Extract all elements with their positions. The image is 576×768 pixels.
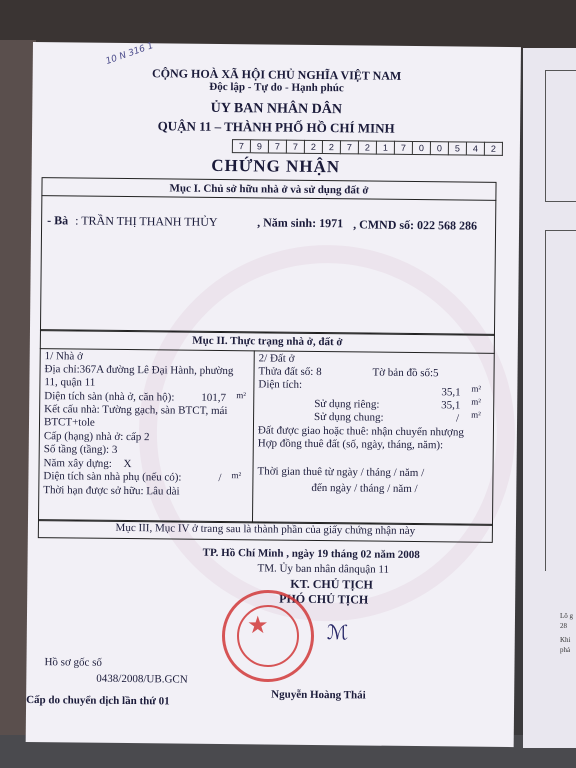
plot-number: Thửa đất số: 8 — [258, 365, 322, 379]
code-digit: 0 — [431, 141, 449, 155]
adjacent-page-text-2: 28 — [560, 622, 567, 630]
aux-area-label: Diện tích sàn nhà phụ (nếu có): — [43, 470, 182, 484]
signer-title-2: PHÓ CHỦ TỊCH — [279, 591, 369, 607]
land-acquired: Đất được giao hoặc thuê: nhận chuyển nhượng — [257, 424, 464, 439]
year-built-value: X — [123, 457, 132, 471]
floor-area-label: Diện tích sàn (nhà ở, căn hộ): — [44, 390, 175, 404]
code-digit: 2 — [305, 140, 323, 154]
section1-box — [40, 177, 497, 336]
house-address-line1: Địa chỉ:367A đường Lê Đại Hành, phường — [44, 363, 234, 378]
code-digit: 2 — [359, 140, 377, 154]
code-digit: 1 — [377, 141, 395, 155]
owner-name: : TRẦN THỊ THANH THỦY — [75, 213, 218, 229]
floor-area-unit: m² — [236, 390, 247, 401]
code-digit: 9 — [251, 139, 269, 153]
original-record-label: Hồ sơ gốc số — [44, 656, 103, 669]
on-behalf: TM. Ủy ban nhân dânquận 11 — [257, 562, 390, 576]
house-address-line2: 11, quận 11 — [44, 376, 96, 389]
footer-note: Mục III, Mục IV ở trang sau là thành phần của giấy chứng nhận này — [115, 521, 416, 538]
code-digit: 2 — [323, 140, 341, 154]
code-digit: 7 — [232, 139, 251, 153]
birth-year: , Năm sinh: 1971 — [257, 215, 344, 231]
code-digit: 7 — [341, 140, 359, 154]
ownership-term: Thời hạn được sở hữu: Lâu dài — [43, 484, 180, 498]
house-heading: 1/ Nhà ở — [44, 350, 83, 363]
aux-area-unit: m² — [231, 470, 242, 481]
adjacent-page-table — [545, 230, 576, 571]
lease-to: đến ngày / tháng / năm / — [311, 481, 418, 496]
house-grade: Cấp (hạng) nhà ở: cấp 2 — [43, 430, 150, 444]
seal-star-icon: ★ — [247, 613, 269, 639]
signer-name: Nguyễn Hoàng Thái — [271, 688, 366, 702]
section2-title: Mục II. Thực trạng nhà ở, đất ở — [192, 334, 343, 349]
section1-title: Mục I. Chủ sở hữu nhà ở và sử dụng đất ở — [169, 182, 369, 197]
structure-line2: BTCT+tole — [43, 416, 95, 429]
signature-scribble: ℳ — [326, 620, 349, 645]
adjacent-page-box — [545, 70, 576, 202]
land-heading: 2/ Đất ở — [258, 352, 295, 365]
year-built-label: Năm xây dựng: — [43, 457, 112, 470]
adjacent-page-text-1: Lô g — [560, 612, 574, 620]
private-use-label: Sử dụng riêng: — [314, 397, 380, 411]
land-area-unit: m² — [471, 383, 482, 394]
house-floors: Số tầng (tầng): 3 — [43, 443, 118, 456]
private-use-value: 35,1 — [441, 399, 461, 412]
code-digit: 2 — [485, 142, 503, 156]
structure-line1: Kết cấu nhà: Tường gạch, sàn BTCT, mái — [44, 403, 228, 418]
signer-title-1: KT. CHỦ TỊCH — [290, 576, 373, 592]
owner-prefix: - Bà — [47, 213, 69, 228]
republic-heading: CỘNG HOÀ XÃ HỘI CHỦ NGHĨA VIỆT NAM — [151, 66, 402, 83]
code-digit: 4 — [467, 142, 485, 156]
place-date: TP. Hồ Chí Minh , ngày 19 tháng 02 năm 2008 — [202, 546, 420, 562]
lease-contract: Hợp đồng thuê đất (số, ngày, tháng, năm): — [257, 437, 444, 452]
floor-area-value: 101,7 — [201, 391, 227, 405]
land-area-label: Diện tích: — [258, 378, 303, 391]
land-area-value: 35,1 — [441, 386, 461, 399]
transfer-note: Cấp do chuyển dịch lần thứ 01 — [26, 693, 170, 708]
adjacent-page-text-3: Khi — [560, 636, 571, 644]
code-digit: 0 — [413, 141, 431, 155]
code-digit: 5 — [449, 141, 467, 155]
map-sheet: Tờ bản đồ số:5 — [372, 366, 439, 380]
code-digit: 7 — [287, 140, 305, 154]
lease-from: Thời gian thuê từ ngày / tháng / năm / — [257, 465, 425, 480]
adjacent-page-text-4: phả — [560, 646, 571, 654]
handwritten-note: 10 N 316 1 — [104, 41, 155, 67]
aux-area-value: / — [218, 471, 222, 484]
shared-use-unit: m² — [471, 409, 481, 420]
motto: Độc lập - Tự do - Hạnh phúc — [209, 80, 344, 95]
shared-use-label: Sử dụng chung: — [314, 410, 384, 424]
private-use-unit: m² — [471, 396, 482, 407]
document-title: CHỨNG NHẬN — [211, 155, 341, 177]
committee-heading: ỦY BAN NHÂN DÂN — [210, 100, 343, 118]
code-digit: 7 — [395, 141, 413, 155]
id-number: , CMND số: 022 568 286 — [353, 217, 478, 233]
shared-use-value: / — [456, 412, 460, 425]
district-heading: QUẬN 11 – THÀNH PHỐ HỒ CHÍ MINH — [157, 118, 395, 136]
code-digit: 7 — [269, 139, 287, 153]
red-official-seal — [222, 590, 314, 682]
certificate-code — [232, 139, 503, 156]
original-record-number: 0438/2008/UB.GCN — [96, 672, 188, 686]
